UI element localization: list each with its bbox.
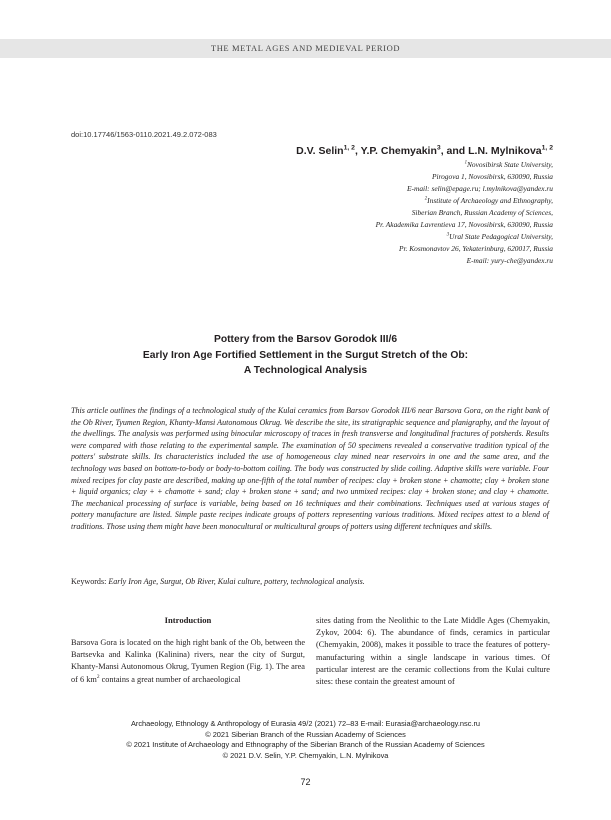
title-line: Early Iron Age Fortified Settlement in the Surgut Stretch of the Ob:	[142, 349, 469, 361]
affiliation-line: $^1$Novosibirsk State University,	[464, 160, 553, 169]
affiliations	[376, 159, 553, 267]
journal-footer	[0, 719, 611, 761]
email-line[interactable]: E-mail: yury-che@yandex.ru	[466, 256, 553, 265]
page-number: 72	[300, 777, 311, 787]
affiliation-line: Pirogova 1, Novosibirsk, 630090, Russia	[431, 172, 553, 181]
author-name: , Y.P. Chemyakin	[354, 145, 437, 157]
body-column-right: sites dating from the Neolithic to the Late Middle Ages (Chemyakin, Zykov, 2004: 6). The abundance of finds, ceramics in particular (Chemyakin, 2008), makes it possible to trace the features of pottery-manufacturing within a single landscape in various times. Of particular interest are the ceramic collections from the Kulai culture sites: these contain the greatest amount of	[316, 616, 550, 687]
title-line: Pottery from the Barsov Gorodok III/6	[213, 334, 398, 345]
affiliation-line: Pr. Akademika Lavrentieva 17, Novosibirsk, 630090, Russia	[375, 220, 553, 229]
author-list	[296, 145, 553, 157]
doi[interactable]: doi:10.17746/1563-0110.2021.49.2.072-083	[71, 130, 217, 139]
footer-line: Archaeology, Ethnology & Anthropology of Eurasia 49/2 (2021) 72–83 E-mail: Eurasia@archaeology.nsc.ru	[130, 719, 481, 728]
affiliation-ref: 1, 2	[343, 144, 355, 152]
email-line[interactable]: E-mail: selin@epage.ru; l.mylnikova@yandex.ru	[407, 184, 553, 193]
title-line: A Technological Analysis	[243, 365, 368, 376]
affiliation-ref: 1, 2	[541, 144, 553, 152]
keywords-text: Early Iron Age, Surgut, Ob River, Kulai culture, pottery, technological analysis.	[108, 577, 365, 586]
footer-line: © 2021 Siberian Branch of the Russian Academy of Sciences	[205, 729, 406, 739]
footer-line: © 2021 Institute of Archaeology and Ethnography of the Siberian Branch of the Russian Academy of Sciences	[126, 740, 485, 749]
section-heading: Introduction	[164, 615, 212, 625]
footer-line: © 2021 D.V. Selin, Y.P. Chemyakin, L.N. Mylnikova	[222, 750, 389, 760]
keywords-label: Keywords:	[71, 577, 109, 586]
author-name: D.V. Selin	[296, 145, 344, 157]
body-column-left: Barsova Gora is located on the high right bank of the Ob, between the Bartsevka and Kalinka (Kalinina) rivers, near the city of Surgut, Khanty-Mansi Autonomous Okrug, Tyumen Region (Fig. 1). The area of 6 $km^2$ contains a great number of archaeological	[71, 638, 305, 684]
affiliation-line: Siberian Branch, Russian Academy of Sciences,	[411, 208, 553, 217]
affiliation-line: $^2$Institute of Archaeology and Ethnography,	[424, 196, 553, 205]
article-title	[60, 332, 551, 379]
affiliation-line: $^3$Ural State Pedagogical University,	[446, 232, 553, 241]
author-name: , and L.N. Mylnikova	[440, 145, 542, 157]
section-header: THE METAL AGES AND MEDIEVAL PERIOD	[210, 43, 401, 53]
abstract: This article outlines the findings of a technological study of the Kulai ceramics from Barsov Gorodok III/6 near Barsova Gora, on the right bank of the Ob River, Tyumen Region, Khanty-Mansi Autonomous Okrug. We describe the site, its stratigraphic sequence and planigraphy, and the layout of the dwellings. The analysis was performed using binocular microscopy of traces in fresh transverse and longitudinal fractures of potsherds. Results were compared with those relating to the experimental sample. The examination of 50 specimens revealed a conservative tradition typical of the potters' substrate skills. Its characteristics included the use of homogeneous clay mined near reservoirs in one and the same area, and the technology was based on bottom-to-body or body-to-bottom coiling. The body was constructed by slide coiling. Adaptive skills were variable. Four mixed recipes for clay paste are described, making up one-fifth of the total number of recipes: clay + broken stone + chamotte; clay + broken stone + liquid organics; clay + + chamotte + sand; clay + broken stone + sand; and two unmixed recipes: clay + broken stone; and clay + chamotte. The mechanical processing of surface is variable, being based on 16 techniques and their combinations. Techniques used at various stages of pottery manufacture are listed. Simple paste recipes indicate groups of potters representing various traditions. Mixed recipes attest to a blend of traditions. Those using them might have been monocultural or multicultural groups of potters using different techniques and skills.	[71, 406, 549, 531]
keywords	[71, 576, 549, 587]
affiliation-line: Pr. Kosmonavtov 26, Yekaterinburg, 620017, Russia	[398, 244, 553, 253]
affiliation-ref: 3	[436, 144, 441, 152]
